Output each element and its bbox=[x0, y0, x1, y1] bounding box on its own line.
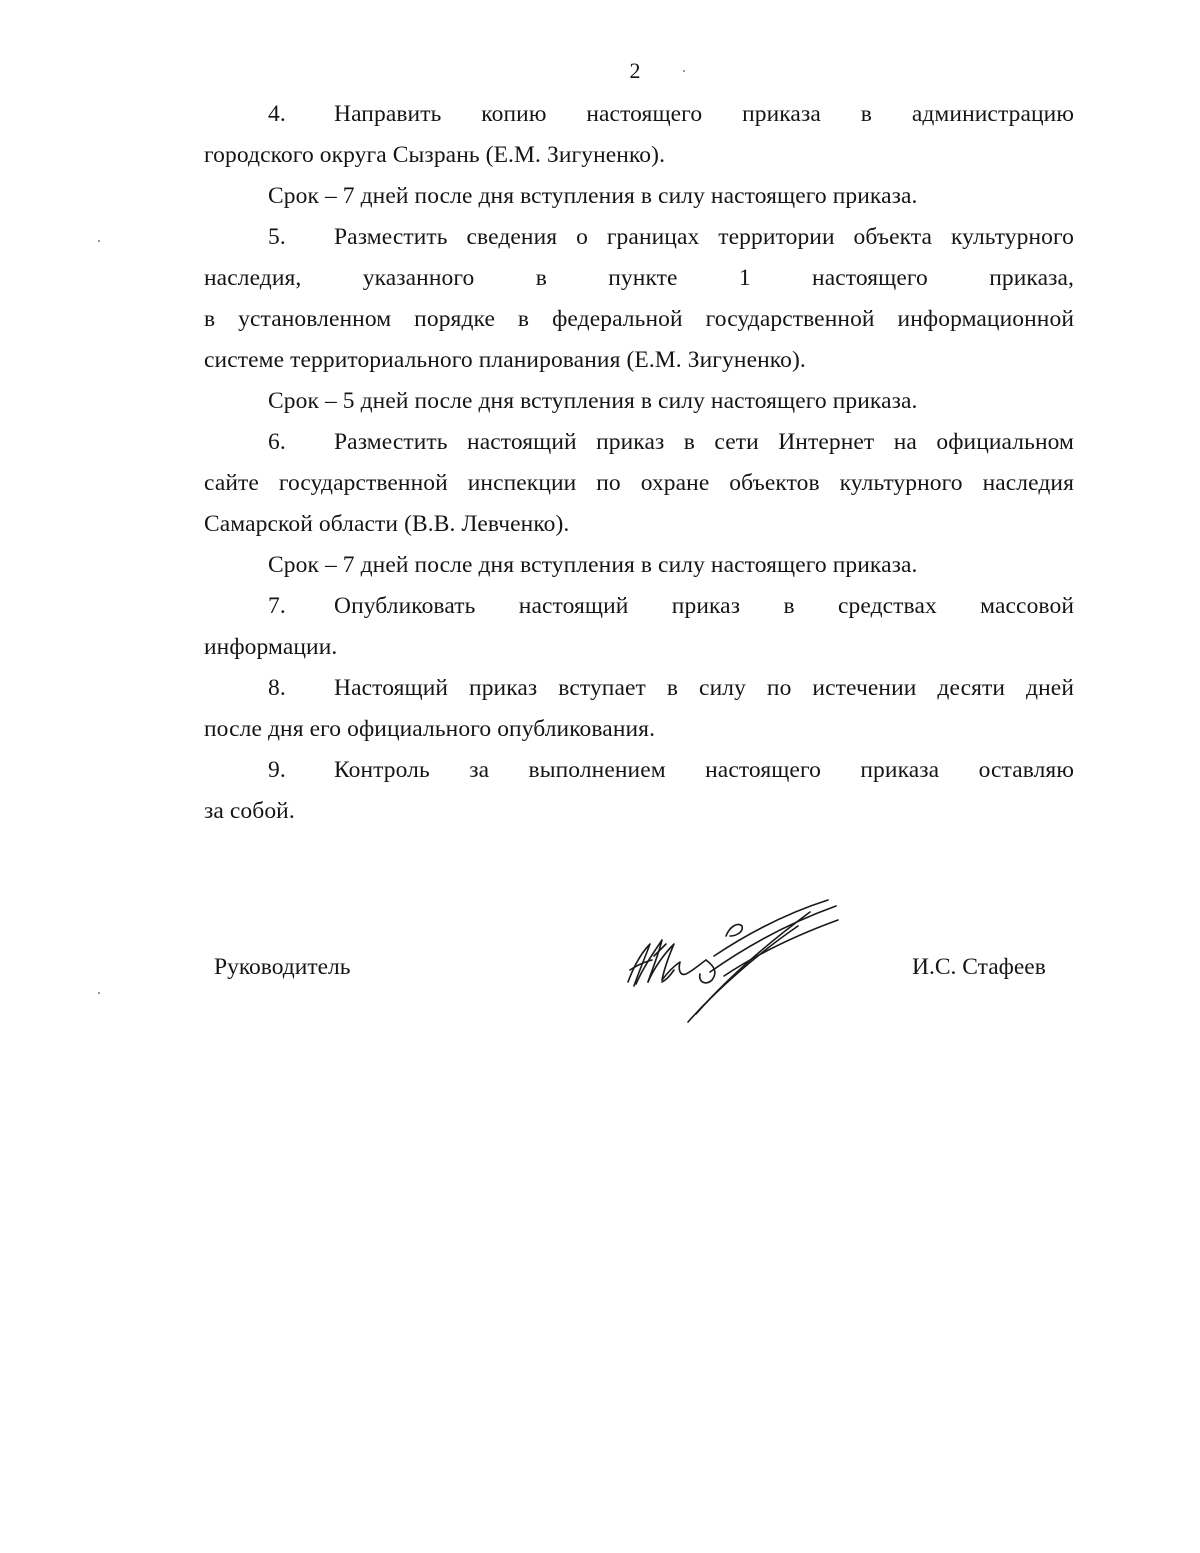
signature-block bbox=[0, 940, 1200, 1060]
scan-speck bbox=[683, 70, 685, 72]
clause-number: 5. bbox=[268, 224, 286, 250]
page-number: 2 bbox=[629, 58, 641, 83]
clause-text-line: в установленном порядке в федеральной государственной информационной bbox=[204, 306, 1074, 332]
clause-text-line: за собой. bbox=[204, 798, 295, 824]
clause-text-line: Настоящий приказ вступает в силу по истечении десяти дней bbox=[334, 675, 1074, 701]
clause-text-line: сайте государственной инспекции по охране объектов культурного наследия bbox=[204, 470, 1074, 496]
clause-8 bbox=[204, 668, 1074, 750]
clause-number: 4. bbox=[268, 101, 286, 127]
deadline-4: Срок – 7 дней после дня вступления в силу настоящего приказа. bbox=[268, 183, 918, 209]
clause-9 bbox=[204, 750, 1074, 832]
scan-speck bbox=[98, 240, 100, 242]
signatory-name: И.С. Стафеев bbox=[912, 954, 1046, 980]
clause-text-line: Опубликовать настоящий приказ в средствах массовой bbox=[334, 593, 1074, 619]
clause-number: 9. bbox=[268, 757, 286, 783]
clause-text-line: Контроль за выполнением настоящего приказа оставляю bbox=[334, 757, 1074, 783]
document-body bbox=[204, 94, 1074, 832]
clause-text-line: Самарской области (В.В. Левченко). bbox=[204, 511, 570, 537]
deadline-6: Срок – 7 дней после дня вступления в силу настоящего приказа. bbox=[268, 552, 918, 578]
clause-text-line: городского округа Сызрань (Е.М. Зигуненко). bbox=[204, 142, 666, 168]
signatory-title: Руководитель bbox=[214, 954, 351, 980]
clause-text-line: информации. bbox=[204, 634, 338, 660]
clause-5 bbox=[204, 217, 1074, 381]
deadline-5: Срок – 5 дней после дня вступления в силу настоящего приказа. bbox=[268, 388, 918, 414]
handwritten-signature bbox=[614, 896, 844, 1026]
clause-text-line: после дня его официального опубликования. bbox=[204, 716, 656, 742]
clause-7 bbox=[204, 586, 1074, 668]
clause-number: 6. bbox=[268, 429, 286, 455]
clause-text-line: Направить копию настоящего приказа в администрацию bbox=[334, 101, 1074, 127]
clause-4 bbox=[204, 94, 1074, 176]
clause-number: 8. bbox=[268, 675, 286, 701]
clause-number: 7. bbox=[268, 593, 286, 619]
clause-6 bbox=[204, 422, 1074, 545]
clause-text-line: Разместить настоящий приказ в сети Интернет на официальном bbox=[334, 429, 1074, 455]
clause-text-line: системе территориального планирования (Е.М. Зигуненко). bbox=[204, 347, 806, 373]
clause-text-line: наследия, указанного в пункте 1 настоящего приказа, bbox=[204, 265, 1074, 291]
clause-text-line: Разместить сведения о границах территории объекта культурного bbox=[334, 224, 1074, 250]
